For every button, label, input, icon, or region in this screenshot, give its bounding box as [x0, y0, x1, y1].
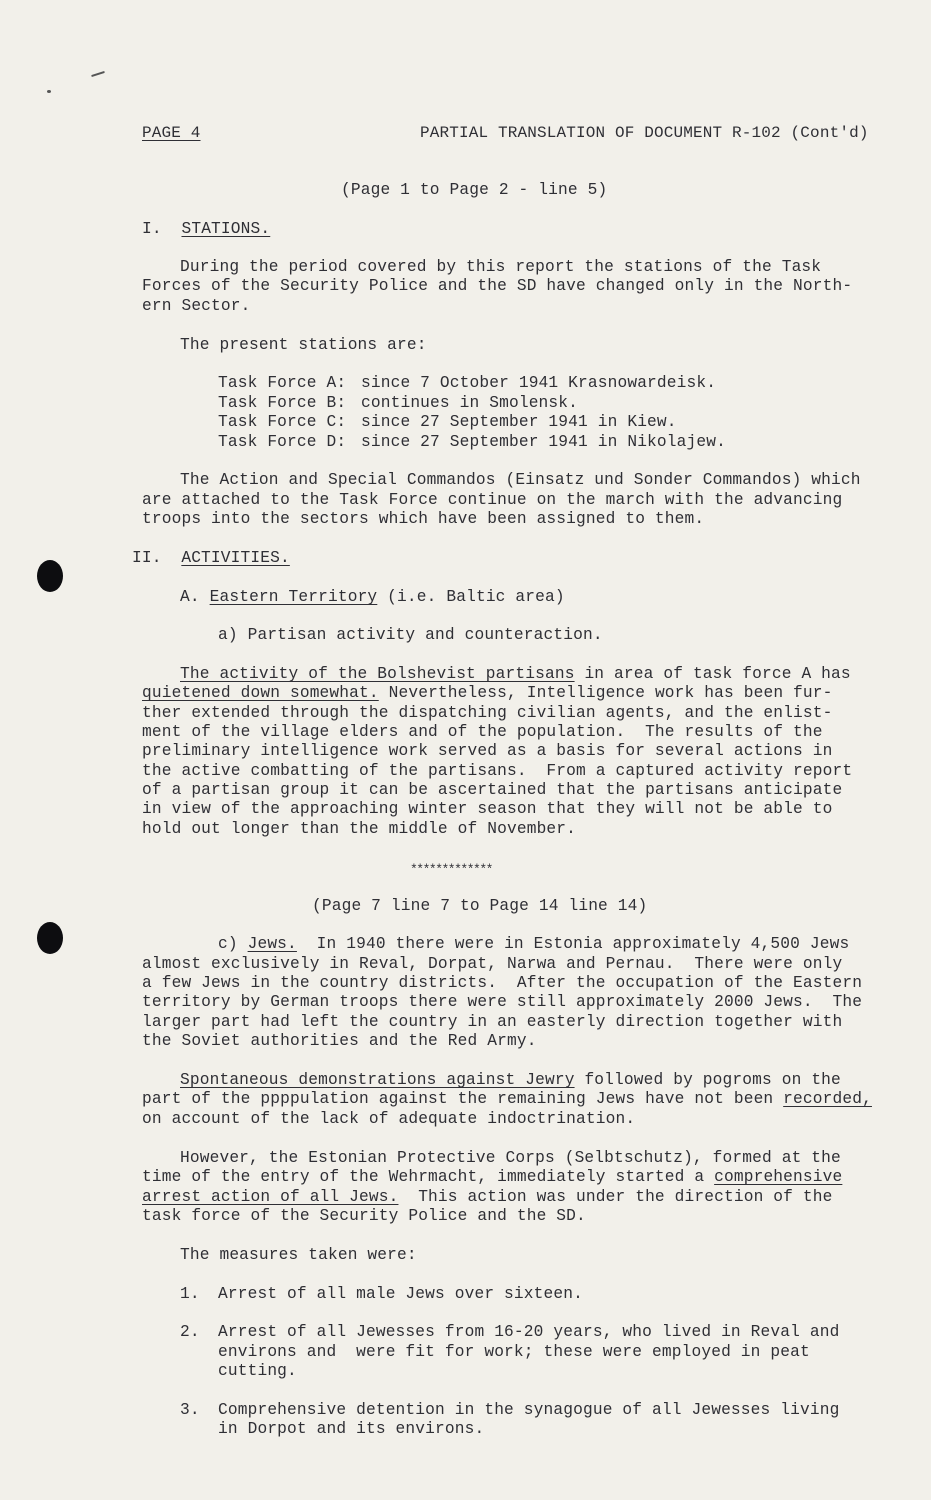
list-item: environs and were fit for work; these were employed in peat	[218, 1343, 810, 1361]
subsection-a: a) Partisan activity and counteraction.	[218, 626, 603, 644]
paragraph-line: ment of the village elders and of the population. The results of the	[142, 723, 823, 741]
subsection-heading: A. Eastern Territory (i.e. Baltic area)	[180, 588, 565, 606]
list-number: 2.	[180, 1323, 200, 1341]
paper-speck	[91, 71, 105, 77]
paragraph-line: c) Jews. In 1940 there were in Estonia approximately 4,500 Jews	[218, 935, 850, 953]
station-value: since 7 October 1941 Krasnowardeisk.	[361, 374, 717, 392]
list-item: in Dorpot and its environs.	[218, 1420, 485, 1438]
list-number: 3.	[180, 1401, 200, 1419]
paragraph-line: larger part had left the country in an easterly direction together with	[142, 1013, 843, 1031]
station-label: Task Force D:	[218, 433, 347, 451]
list-item: Arrest of all Jewesses from 16-20 years, who lived in Reval and	[218, 1323, 840, 1341]
paragraph-line: almost exclusively in Reval, Dorpat, Narwa and Pernau. There were only	[142, 955, 843, 973]
page-reference: (Page 1 to Page 2 - line 5)	[341, 181, 608, 199]
punch-hole-bottom	[37, 922, 63, 954]
paragraph-line: task force of the Security Police and the SD.	[142, 1207, 586, 1225]
paragraph-line: time of the entry of the Wehrmacht, immediately started a comprehensive	[142, 1168, 843, 1186]
punch-hole-top	[37, 560, 63, 592]
paragraph-line: of a partisan group it can be ascertained that the partisans anticipate	[142, 781, 843, 799]
paragraph-line: the active combatting of the partisans. From a captured activity report	[142, 762, 853, 780]
paper-speck	[47, 90, 51, 93]
paragraph-line: ther extended through the dispatching civilian agents, and the enlist-	[142, 704, 833, 722]
paragraph-line: quietened down somewhat. Nevertheless, Intelligence work has been fur-	[142, 684, 833, 702]
section-heading: II. ACTIVITIES.	[132, 549, 290, 567]
paragraph-line: The Action and Special Commandos (Einsatz und Sonder Commandos) which	[180, 471, 861, 489]
paragraph-line: are attached to the Task Force continue on the march with the advancing	[142, 491, 843, 509]
paragraph-line: preliminary intelligence work served as a basis for several actions in	[142, 742, 833, 760]
paragraph-line: Spontaneous demonstrations against Jewry followed by pogroms on the	[180, 1071, 841, 1089]
paragraph-line: part of the ppppulation against the remaining Jews have not been recorded,	[142, 1090, 872, 1108]
station-value: continues in Smolensk.	[361, 394, 579, 412]
station-label: Task Force A:	[218, 374, 347, 392]
paragraph-line: The present stations are:	[180, 336, 427, 354]
paragraph-line: troops into the sectors which have been assigned to them.	[142, 510, 705, 528]
page-label: PAGE 4	[142, 124, 201, 142]
station-label: Task Force C:	[218, 413, 347, 431]
paragraph-line: in view of the approaching winter season that they will not be able to	[142, 800, 833, 818]
document-title: PARTIAL TRANSLATION OF DOCUMENT R-102 (Cont'd)	[420, 124, 869, 142]
paragraph-line: ern Sector.	[142, 297, 251, 315]
list-item: Comprehensive detention in the synagogue of all Jewesses living	[218, 1401, 840, 1419]
list-item: cutting.	[218, 1362, 297, 1380]
section-heading: I. STATIONS.	[142, 220, 271, 238]
paragraph-line: territory by German troops there were still approximately 2000 Jews. The	[142, 993, 863, 1011]
paragraph-line: Forces of the Security Police and the SD have changed only in the North-	[142, 277, 853, 295]
paragraph-line: hold out longer than the middle of November.	[142, 820, 577, 838]
list-item: Arrest of all male Jews over sixteen.	[218, 1285, 583, 1303]
station-value: since 27 September 1941 in Nikolajew.	[361, 433, 726, 451]
page-reference: (Page 7 line 7 to Page 14 line 14)	[312, 897, 648, 915]
paragraph-line: During the period covered by this report the stations of the Task	[180, 258, 822, 276]
paragraph-line: the Soviet authorities and the Red Army.	[142, 1032, 537, 1050]
list-number: 1.	[180, 1285, 200, 1303]
paragraph-line: The activity of the Bolshevist partisans in area of task force A has	[180, 665, 851, 683]
paragraph-line: However, the Estonian Protective Corps (Selbtschutz), formed at the	[180, 1149, 841, 1167]
station-label: Task Force B:	[218, 394, 347, 412]
paragraph-line: The measures taken were:	[180, 1246, 417, 1264]
separator-asterisks: *************	[410, 862, 492, 877]
paragraph-line: arrest action of all Jews. This action was under the direction of the	[142, 1188, 833, 1206]
paragraph-line: on account of the lack of adequate indoctrination.	[142, 1110, 636, 1128]
paragraph-line: a few Jews in the country districts. After the occupation of the Eastern	[142, 974, 863, 992]
station-value: since 27 September 1941 in Kiew.	[361, 413, 677, 431]
